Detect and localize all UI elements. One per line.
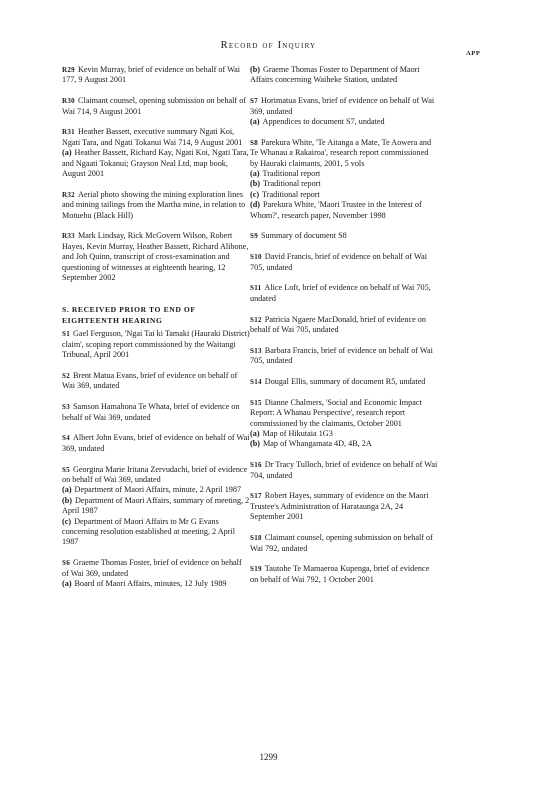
- entry-text: Claimant counsel, opening submission on behalf of Wai 792, undated: [250, 533, 433, 553]
- entry-text: Georgina Marie Iritana Zervudachi, brief of evidence on behalf of Wai 369, undated: [62, 464, 248, 484]
- document-entry: [250, 564, 438, 585]
- entry-code: S4: [62, 434, 70, 443]
- sub-entry: [250, 179, 438, 189]
- entry-code: S7: [250, 97, 258, 106]
- entry-line: [62, 96, 250, 117]
- sub-entry-text: Traditional report: [262, 189, 320, 199]
- sub-entry-text: Department of Maori Affairs to Mr G Evans concerning resolution established at meeting, 2 April 1987: [62, 516, 236, 547]
- entry-text: Dr Tracy Tulloch, brief of evidence on behalf of Wai 704, undated: [250, 460, 438, 480]
- sub-entry-text: Department of Maori Affairs, summary of meeting, 2 April 1987: [62, 495, 250, 516]
- sub-entry: [62, 517, 250, 548]
- entry-line: [250, 138, 438, 169]
- document-entry: [250, 315, 438, 336]
- entry-line: [62, 558, 250, 579]
- entry-line: [250, 491, 438, 522]
- sub-entry-code: (a): [250, 169, 260, 179]
- entry-text: Mark Lindsay, Rick McGovern Wilson, Robert Hayes, Kevin Murray, Heather Bassett, Richard Alibone, and Joh Quinn, transcript of cross-examination and questioning of witnesses at eighteenth hearing, 12 September 2002: [62, 231, 249, 283]
- entry-line: [250, 231, 438, 241]
- document-entry: [250, 460, 438, 481]
- entry-line: [62, 329, 250, 360]
- sub-entry-text: Parekura White, 'Maori Trustee in the Interest of Whom?', research paper, November 1998: [250, 200, 422, 220]
- entry-text: Parekura White, 'Te Aitanga a Mate, Te Aowera and Te Whanau a Rakairoa', research report commissioned by Hauraki claimants, 2001, 5 vols: [250, 137, 432, 168]
- entry-text: Robert Hayes, summary of evidence on the Maori Trustee's Administration of Harataunga 2A, 24 September 2001: [250, 491, 429, 522]
- entry-code: S19: [250, 565, 262, 574]
- entry-line: [62, 190, 250, 221]
- entry-code: S15: [250, 398, 262, 407]
- document-entry: [250, 398, 438, 450]
- entry-line: [62, 127, 250, 148]
- sub-entry: [250, 429, 438, 439]
- sub-entry-code: (a): [62, 148, 72, 158]
- left-column: [62, 65, 250, 600]
- document-entry: [62, 402, 250, 423]
- sub-entry-text: Board of Maori Affairs, minutes, 12 July 1989: [74, 578, 227, 588]
- document-entry: [62, 65, 250, 86]
- document-entry: [250, 138, 438, 221]
- entry-code: S8: [250, 138, 258, 147]
- entry-list: [62, 329, 250, 589]
- entry-line: [250, 377, 438, 387]
- sub-entry-code: (c): [250, 189, 260, 199]
- entry-text: Summary of document S8: [261, 231, 347, 241]
- document-entry: [62, 96, 250, 117]
- document-entry: [250, 377, 438, 387]
- document-entry: [62, 558, 250, 589]
- document-entry: [62, 371, 250, 392]
- sub-entry-text: Appendices to document S7, undated: [262, 117, 385, 127]
- sub-entry: [62, 148, 250, 179]
- document-entry: [250, 96, 438, 127]
- entry-text: Samson Hamahona Te Whata, brief of evidence on behalf of Wai 369, undated: [62, 402, 240, 422]
- entry-code: R33: [62, 232, 75, 241]
- sub-entry-code: (b): [250, 439, 261, 449]
- sub-entry-code: (d): [250, 200, 261, 210]
- entry-text: Claimant counsel, opening submission on behalf of Wai 714, 9 August 2001: [62, 96, 247, 116]
- document-entry: [250, 231, 438, 241]
- entry-text: Barbara Francis, brief of evidence on behalf of Wai 705, undated: [250, 345, 433, 366]
- entry-code: S9: [250, 232, 258, 241]
- appendix-tag: APP: [466, 50, 481, 57]
- entry-text: Kevin Murray, brief of evidence on behalf of Wai 177, 9 August 2001: [62, 65, 241, 85]
- sub-entry-text: Traditional report: [262, 169, 321, 179]
- entry-code: R29: [62, 66, 75, 74]
- entry-line: [62, 65, 250, 86]
- section-heading: S. RECEIVED PRIOR TO END OF EIGHTEENTH HEARING: [62, 305, 196, 325]
- entry-list: [250, 65, 438, 585]
- sub-entry: [62, 485, 250, 495]
- document-entry: [62, 433, 250, 454]
- right-column: [250, 65, 438, 596]
- document-entry: [62, 329, 250, 360]
- sub-entry-text: Department of Maori Affairs, minute, 2 April 1987: [74, 485, 242, 495]
- entry-code: S11: [250, 284, 262, 293]
- sub-entry: [62, 496, 250, 517]
- entry-line: [250, 533, 438, 554]
- document-entry: [250, 533, 438, 554]
- entry-code: S12: [250, 315, 262, 324]
- document-entry: [62, 465, 250, 548]
- entry-line: [250, 460, 438, 481]
- sub-entry: [250, 200, 438, 221]
- entry-text: Horimatua Evans, brief of evidence on behalf of Wai 369, undated: [250, 96, 435, 116]
- document-entry: [250, 491, 438, 522]
- entry-code: S6: [62, 559, 70, 568]
- entry-line: [62, 371, 250, 392]
- entry-code: S13: [250, 346, 262, 355]
- entry-line: [250, 252, 438, 273]
- sub-entry: [250, 117, 438, 127]
- entry-code: S5: [62, 465, 70, 474]
- entry-line: [62, 402, 250, 423]
- entry-code: S18: [250, 534, 262, 543]
- document-entry: [250, 65, 438, 86]
- sub-entry-code: (a): [250, 117, 260, 127]
- entry-line: [250, 96, 438, 117]
- entry-line: [250, 346, 438, 367]
- sub-entry: [62, 579, 250, 589]
- sub-entry-code: (c): [62, 516, 72, 526]
- page-number: 1299: [259, 752, 278, 762]
- sub-entry-code: (b): [250, 65, 261, 74]
- document-entry: [62, 127, 250, 179]
- sub-entry: [250, 439, 438, 449]
- entry-code: S17: [250, 492, 262, 501]
- sub-entry-code: (a): [250, 429, 260, 439]
- entry-text: David Francis, brief of evidence on behalf of Wai 705, undated: [250, 252, 427, 272]
- entry-line: [62, 231, 250, 283]
- sub-entry-text: Heather Bassett, Richard Kay, Ngati Koi, Ngati Tara, and Ngaati Tokanui; Grayson Neal Ltd, map book, August 2001: [62, 148, 249, 179]
- sub-entry-text: Map of Hikutaia 1G3: [262, 429, 333, 439]
- entry-text: Dougal Ellis, summary of document R5, undated: [264, 377, 426, 387]
- entry-text: Brent Matua Evans, brief of evidence on behalf of Wai 369, undated: [62, 370, 238, 391]
- entry-line: [62, 465, 250, 486]
- entry-text: Albert John Evans, brief of evidence on behalf of Wai 369, undated: [62, 433, 250, 453]
- entry-code: R32: [62, 190, 75, 199]
- entry-line: [62, 433, 250, 454]
- entry-text: Tautohe Te Mamaeroa Kupenga, brief of evidence on behalf of Wai 792, 1 October 2001: [250, 564, 430, 584]
- sub-entry: [250, 169, 438, 179]
- document-entry: [62, 231, 250, 283]
- entry-text: Dianne Chalmers, 'Social and Economic Impact Report: A Whanau Perspective', research report commissioned by the claimants, October 2001: [250, 397, 422, 428]
- sub-entry-text: Graeme Thomas Foster to Department of Maori Affairs concerning Waiheke Station, undated: [250, 65, 420, 85]
- entry-text: Aerial photo showing the mining exploration lines and mining tailings from the Martha mine, in relation to Motuehu (Black Hill): [62, 189, 246, 220]
- sub-entry-code: (b): [250, 179, 261, 189]
- running-head: Record of Inquiry: [220, 40, 317, 51]
- entry-code: S2: [62, 371, 70, 380]
- sub-entry-text: Traditional report: [263, 179, 321, 189]
- sub-entry-code: (b): [62, 495, 73, 505]
- sub-entry-code: (a): [62, 485, 72, 495]
- document-entry: [250, 283, 438, 304]
- document-entry: [250, 346, 438, 367]
- entry-line: [250, 283, 438, 304]
- entry-code: S14: [250, 378, 262, 387]
- entry-line: [250, 315, 438, 336]
- entry-line: [250, 398, 438, 429]
- sub-entry: [250, 190, 438, 200]
- sub-entry: [250, 65, 438, 86]
- entry-text: Gael Ferguson, 'Ngai Tai ki Tamaki (Hauraki District) claim', scoping report commissioned by the Waitangi Tribunal, April 2001: [62, 329, 250, 360]
- entry-code: S3: [62, 403, 70, 412]
- entry-code: S16: [250, 461, 262, 470]
- entry-text: Alice Loft, brief of evidence on behalf of Wai 705, undated: [250, 283, 431, 303]
- entry-line: [250, 564, 438, 585]
- sub-entry-text: Map of Whangamata 4D, 4B, 2A: [263, 439, 372, 449]
- entry-code: S10: [250, 253, 262, 262]
- entry-list: [62, 65, 250, 283]
- entry-text: Patricia Ngaere MacDonald, brief of evidence on behalf of Wai 705, undated: [250, 314, 426, 335]
- document-entry: [250, 252, 438, 273]
- sub-entry-code: (a): [62, 578, 72, 588]
- entry-code: R31: [62, 128, 75, 137]
- entry-code: S1: [62, 330, 70, 339]
- entry-text: Heather Bassett, executive summary Ngati Koi, Ngati Tara, and Ngati Tokanui Wai 714, 9 August 2001: [62, 127, 243, 147]
- document-entry: [62, 190, 250, 221]
- entry-code: R30: [62, 97, 75, 106]
- entry-text: Graeme Thomas Foster, brief of evidence on behalf of Wai 369, undated: [62, 558, 242, 578]
